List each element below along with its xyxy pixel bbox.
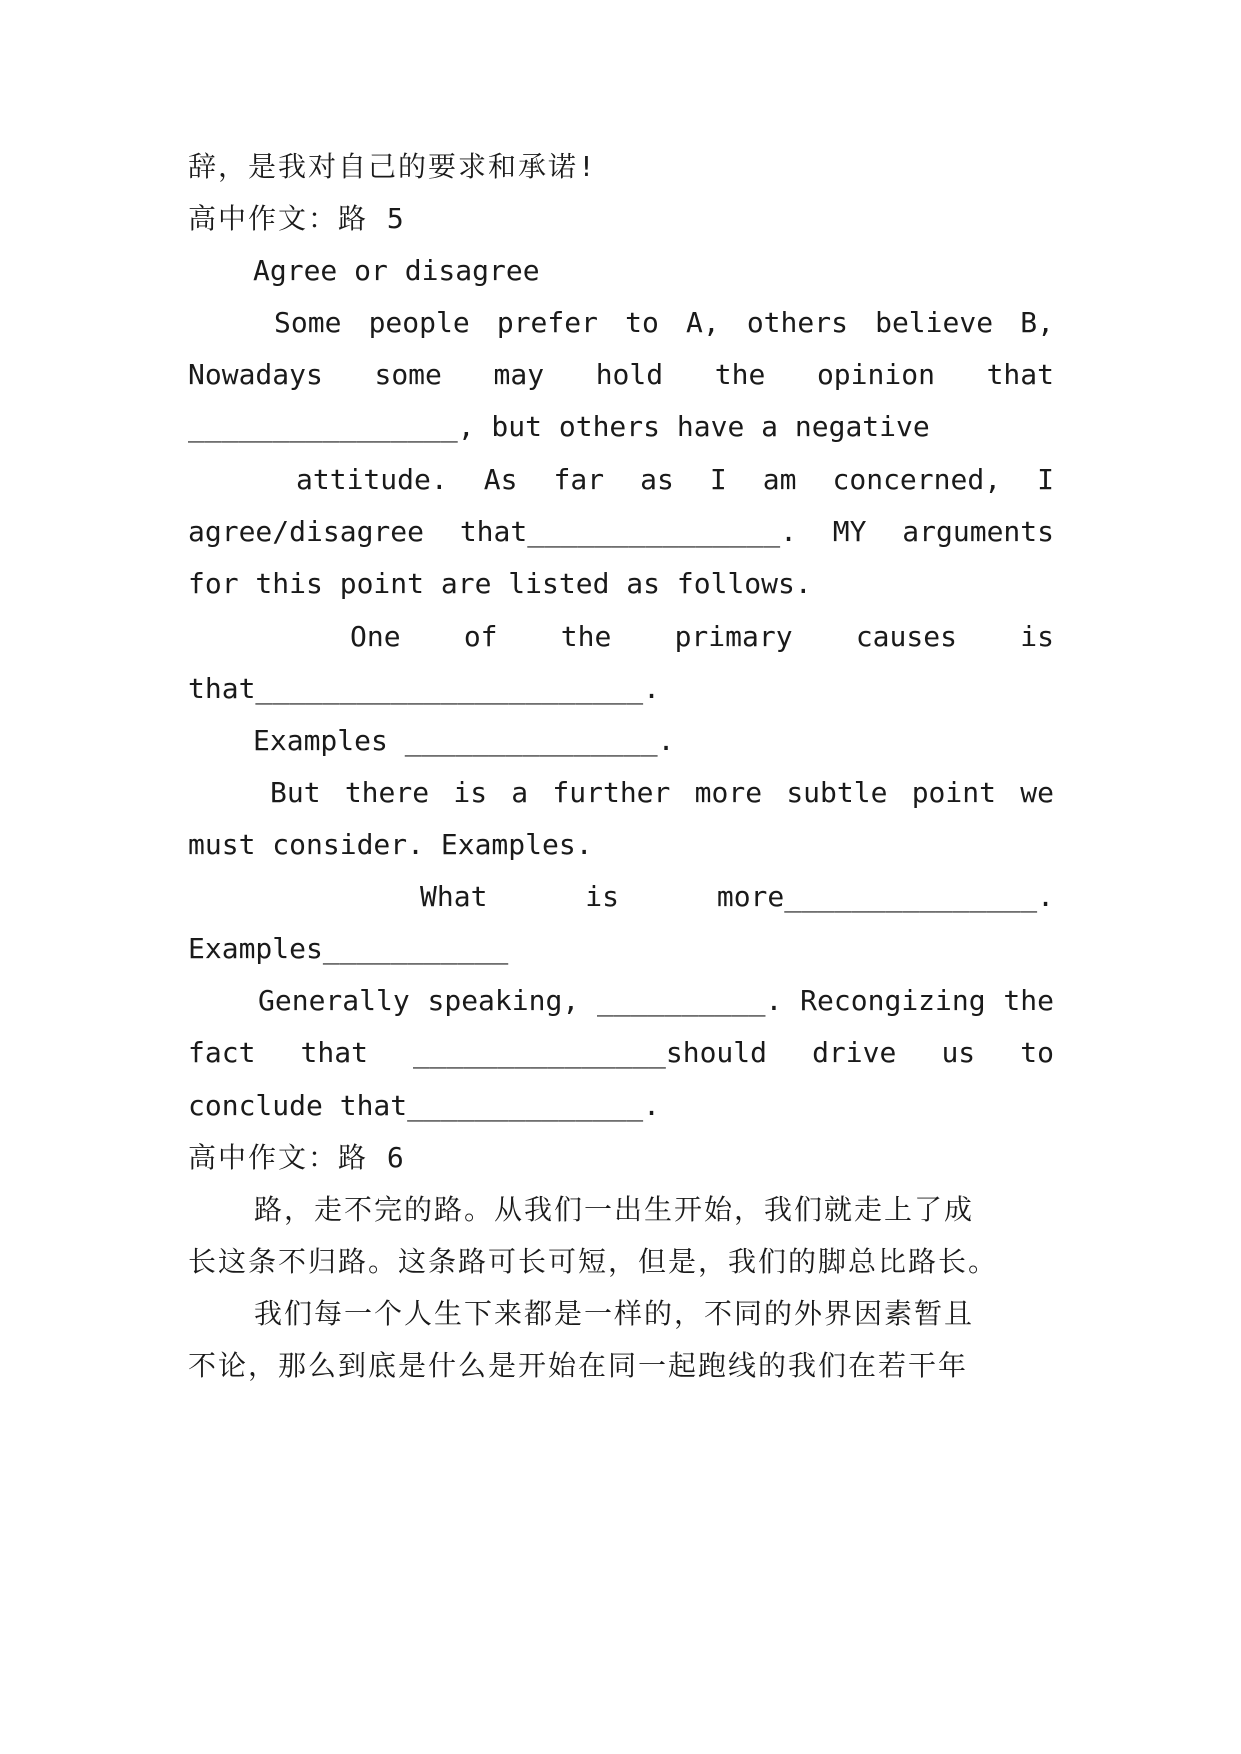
word: people [368,306,470,339]
word: Nowadays [188,358,323,391]
word: am [762,463,797,496]
word: _______________should [413,1036,768,1069]
word: causes [855,620,957,653]
word: is [453,776,488,809]
word: others [746,306,848,339]
word: Generally [258,984,410,1017]
text-line-justified [188,355,1054,395]
word: attitude. [296,463,448,496]
text-line-justified [188,877,1054,917]
text-line-justified [188,617,1054,657]
word: us [941,1036,976,1069]
text-line: 不论，那么到底是什么是开始在同一起跑线的我们在若干年 [188,1349,969,1382]
word: further [552,776,671,809]
word: But [270,776,321,809]
word: One [350,620,401,653]
word: of [463,620,498,653]
word: drive [812,1036,897,1069]
word: more_______________. [716,880,1054,913]
word: the [714,358,766,391]
text-line: ________________, but others have a negative [188,410,930,443]
word: is [585,880,619,913]
text-line: 长这条不归路。这条路可长可短，但是，我们的脚总比路长。 [188,1245,999,1278]
text-line: conclude that______________. [188,1089,661,1122]
word: is [1020,620,1054,653]
word: as [640,463,674,496]
word: that_______________. [459,515,797,548]
word: I [1037,463,1054,496]
word: to [1020,1036,1054,1069]
word: to [625,306,659,339]
text-line-justified [188,512,1054,552]
word: agree/disagree [188,515,425,548]
word: I [709,463,727,496]
word: subtle [786,776,888,809]
word: __________. [596,984,783,1017]
word: speaking, [427,984,580,1017]
word: opinion [816,358,935,391]
text-line-justified [188,303,1054,343]
text-line: for this point are listed as follows. [188,567,812,600]
word: B, [1020,306,1054,339]
word: concerned, [832,463,1002,496]
text-line: 辞，是我对自己的要求和承诺! [188,150,597,183]
word: As [483,463,518,496]
text-line-justified [188,1033,1054,1073]
word: What [420,880,488,913]
word: fact [188,1036,256,1069]
word: that [986,358,1054,391]
word: MY [832,515,867,548]
text-line: Examples _______________. [253,724,675,757]
word: believe [875,306,994,339]
text-line-justified [188,773,1054,813]
word: Recongizing [800,984,986,1017]
word: we [1020,776,1054,809]
word: primary [674,620,793,653]
section-heading: 高中作文：路 6 [188,1141,406,1174]
word: the [1003,984,1054,1017]
word: A, [685,306,720,339]
word: may [493,358,545,391]
text-line: 我们每一个人生下来都是一样的，不同的外界因素暂且 [254,1297,975,1330]
text-line: 路，走不完的路。从我们一出生开始，我们就走上了成 [254,1193,975,1226]
word: arguments [902,515,1054,548]
text-line: Agree or disagree [253,254,540,287]
text-line: must consider. Examples. [188,828,593,861]
word: that [300,1036,368,1069]
section-heading: 高中作文：路 5 [188,202,406,235]
word: hold [595,358,664,391]
text-line-justified [188,981,1054,1021]
text-line-justified [188,460,1054,500]
text-line: that_______________________. [188,672,661,705]
word: point [911,776,996,809]
word: there [344,776,430,809]
word: the [560,620,612,653]
word: far [553,463,605,496]
text-line: Examples___________ [188,932,509,965]
word: prefer [496,306,598,339]
word: a [511,776,529,809]
word: Some [274,306,342,339]
word: more [694,776,763,809]
word: some [374,358,442,391]
